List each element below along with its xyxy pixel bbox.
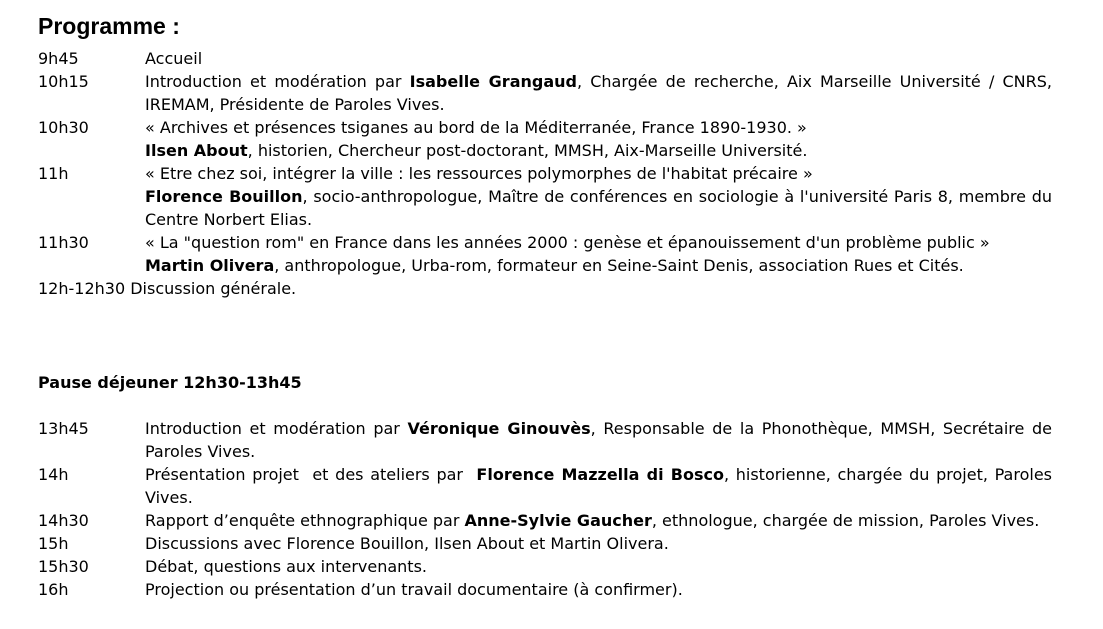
schedule-row <box>38 70 1052 116</box>
general-discussion: 12h-12h30 Discussion générale. <box>38 279 297 298</box>
intro-text: Rapport d’enquête ethnographique par <box>145 511 465 530</box>
speaker-details: , anthropologue, Urba-rom, formateur en Seine-Saint Denis, association Rues et Cités. <box>274 256 964 275</box>
speaker-details: , Chargée de recherche, Aix Marseille Université / CNRS, IREMAM, Présidente de Paroles Vives. <box>145 72 1052 114</box>
item-description <box>145 162 1052 231</box>
speaker-name: Véronique Ginouvès <box>407 419 591 438</box>
morning-schedule <box>38 47 1052 300</box>
schedule-row <box>38 47 1052 70</box>
schedule-row <box>38 231 1052 277</box>
speaker-name: Isabelle Grangaud <box>409 72 577 91</box>
speaker-details: , socio-anthropologue, Maître de conférences en sociologie à l'université Paris 8, membre du Centre Norbert Elias. <box>145 187 1053 229</box>
item-description <box>145 417 1052 463</box>
speaker-name: Martin Olivera <box>145 256 275 275</box>
time-label: 14h <box>38 465 69 484</box>
item-description <box>145 509 1052 532</box>
speaker-details: , ethnologue, chargée de mission, Paroles Vives. <box>651 511 1040 530</box>
time-label: 10h30 <box>38 118 89 137</box>
schedule-row <box>38 417 1052 463</box>
talk-title: « La "question rom" en France dans les années 2000 : genèse et épanouissement d'un problème public » <box>145 233 990 252</box>
talk-title: « Etre chez soi, intégrer la ville : les ressources polymorphes de l'habitat précaire » <box>145 164 813 183</box>
schedule-row <box>38 509 1052 532</box>
programme-title: Programme : <box>38 13 180 39</box>
item-description: Accueil <box>145 49 203 68</box>
intro-text: Présentation projet et des ateliers par <box>145 465 477 484</box>
speaker-name: Anne-Sylvie Gaucher <box>464 511 652 530</box>
item-description: Discussions avec Florence Bouillon, Ilsen About et Martin Olivera. <box>145 534 669 553</box>
item-description <box>145 231 1052 277</box>
speaker-details: , historien, Chercheur post-doctorant, MMSH, Aix-Marseille Université. <box>247 141 808 160</box>
item-description: Débat, questions aux intervenants. <box>145 557 427 576</box>
intro-text: Introduction et modération par <box>145 419 408 438</box>
time-label: 9h45 <box>38 49 79 68</box>
schedule-row <box>38 555 1052 578</box>
schedule-row <box>38 532 1052 555</box>
speaker-details: , historienne, chargée du projet, Paroles Vives. <box>145 465 1053 507</box>
item-description <box>145 116 1052 162</box>
speaker-details: , Responsable de la Phonothèque, MMSH, Secrétaire de Paroles Vives. <box>145 419 1053 461</box>
schedule-row <box>38 162 1052 231</box>
time-label: 11h <box>38 164 69 183</box>
lunch-break: Pause déjeuner 12h30-13h45 <box>38 373 302 392</box>
schedule-row <box>38 116 1052 162</box>
intro-text: Introduction et modération par <box>145 72 410 91</box>
schedule-row <box>38 578 1052 601</box>
schedule-row <box>38 463 1052 509</box>
item-description: Projection ou présentation d’un travail documentaire (à confirmer). <box>145 580 683 599</box>
afternoon-schedule <box>38 417 1052 601</box>
speaker-name: Ilsen About <box>145 141 248 160</box>
speaker-name: Florence Bouillon <box>145 187 303 206</box>
talk-title: « Archives et présences tsiganes au bord de la Méditerranée, France 1890-1930. » <box>145 118 807 137</box>
item-description <box>145 463 1052 509</box>
time-label: 14h30 <box>38 511 89 530</box>
time-label: 15h <box>38 534 69 553</box>
time-label: 13h45 <box>38 419 89 438</box>
time-label: 10h15 <box>38 72 89 91</box>
speaker-name: Florence Mazzella di Bosco <box>476 465 724 484</box>
time-label: 15h30 <box>38 557 89 576</box>
item-description <box>145 70 1052 116</box>
time-label: 11h30 <box>38 233 89 252</box>
time-label: 16h <box>38 580 69 599</box>
